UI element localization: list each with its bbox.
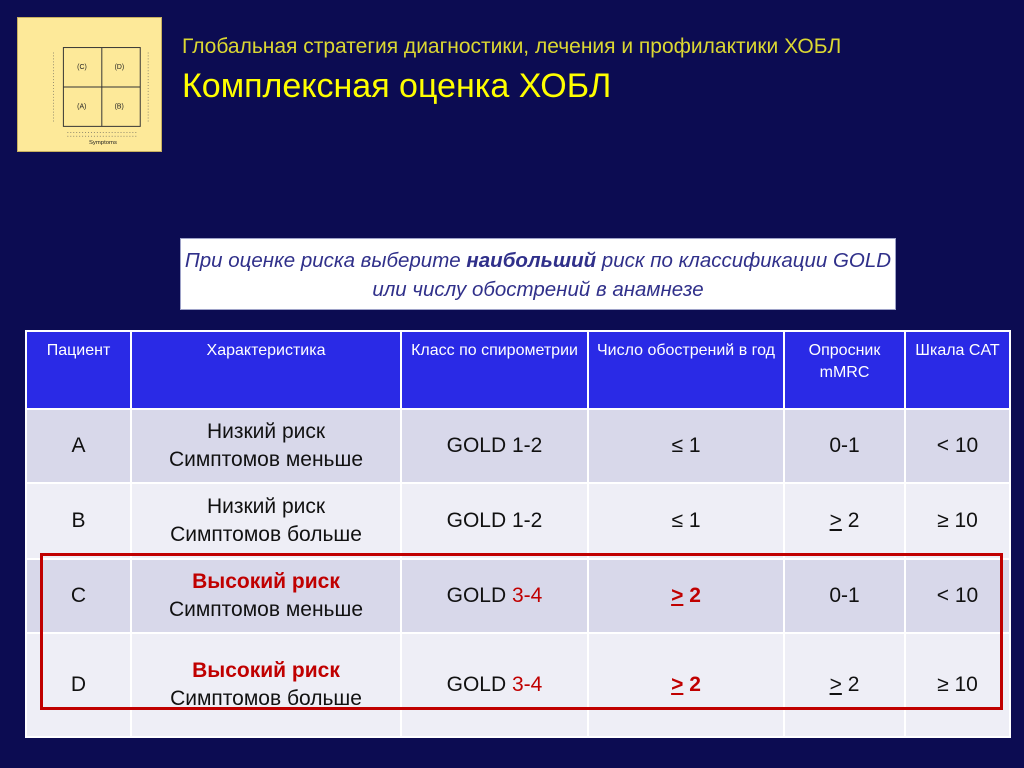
gold-prefix: GOLD [446,509,512,532]
cell-exacerbations [588,409,784,483]
table-row [26,633,1010,737]
cell-mmrc [784,409,905,483]
cell-characteristic [131,483,401,559]
mmrc-value: 0-1 [829,434,860,457]
cell-cat: < 10 [905,409,1010,483]
cell-spirometry [401,409,588,483]
table-row [26,559,1010,633]
cell-cat: ≥ 10 [905,633,1010,737]
mmrc-value: 2 [847,673,860,696]
page-subtitle: Глобальная стратегия диагностики, лечения и профилактики ХОБЛ [182,35,842,58]
cell-spirometry [401,483,588,559]
thumb-cell-b: (B) [114,103,124,111]
note-text-after: риск по классификации GOLD или числу обострений в анамнезе [372,249,892,301]
symptom-label: Симптомов меньше [168,448,364,471]
table-header-row [26,331,1010,409]
gold-prefix: GOLD [446,673,512,696]
cell-patient: C [26,559,131,633]
exac-symbol: ≤ [671,434,683,457]
note-text-bold: наибольший [466,249,597,272]
cell-mmrc [784,559,905,633]
note-text-before: При оценке риска выберите [184,249,467,272]
header-spirometry: Класс по спирометрии [401,331,588,409]
mmrc-value: 0-1 [829,584,860,607]
cell-exacerbations [588,633,784,737]
cell-spirometry [401,633,588,737]
thumb-axis-label: Symptoms [89,140,117,147]
gold-range: 1-2 [512,434,543,457]
symptom-label: Симптомов больше [170,687,362,710]
cell-cat: < 10 [905,559,1010,633]
cell-exacerbations [588,559,784,633]
cell-spirometry [401,559,588,633]
header-mmrc: Опросник mMRC [784,331,905,409]
cell-characteristic [131,559,401,633]
cell-patient: D [26,633,131,737]
mmrc-symbol: > [829,673,842,696]
page-title: Комплексная оценка ХОБЛ [182,67,612,105]
mmrc-symbol: > [829,509,842,532]
cell-cat: ≥ 10 [905,483,1010,559]
cell-characteristic [131,633,401,737]
header-patient: Пациент [26,331,131,409]
mmrc-value: 2 [847,509,860,532]
gold-range: 3-4 [512,584,543,607]
gold-prefix: GOLD [446,584,512,607]
risk-label: Высокий риск [192,570,340,593]
exac-number: 1 [688,509,701,532]
cell-mmrc [784,633,905,737]
header-exacerbations: Число обострений в год [588,331,784,409]
symptom-label: Симптомов меньше [168,598,364,621]
thumb-cell-c: (C) [77,64,87,72]
header-cat: Шкала CAT [905,331,1010,409]
cell-exacerbations [588,483,784,559]
cell-patient: A [26,409,131,483]
risk-note-box [180,238,896,310]
cell-mmrc [784,483,905,559]
risk-label: Высокий риск [192,659,340,682]
gold-range: 1-2 [512,509,543,532]
abcd-grid-diagram [18,18,161,151]
table-row [26,483,1010,559]
thumb-cell-d: (D) [114,64,125,72]
exac-number: 2 [689,673,701,696]
exac-symbol: ≤ [671,509,683,532]
gold-abcd-thumbnail [17,17,162,152]
risk-label: Низкий риск [206,420,326,443]
cell-patient: B [26,483,131,559]
exac-symbol: > [671,584,684,607]
gold-range: 3-4 [512,673,543,696]
risk-label: Низкий риск [206,495,326,518]
header-characteristic: Характеристика [131,331,401,409]
exac-number: 2 [689,584,701,607]
table-row [26,409,1010,483]
thumb-cell-a: (A) [77,103,87,111]
cell-characteristic [131,409,401,483]
copd-assessment-table [25,330,1009,727]
exac-number: 1 [688,434,701,457]
exac-symbol: > [671,673,684,696]
symptom-label: Симптомов больше [170,523,362,546]
gold-prefix: GOLD [446,434,512,457]
